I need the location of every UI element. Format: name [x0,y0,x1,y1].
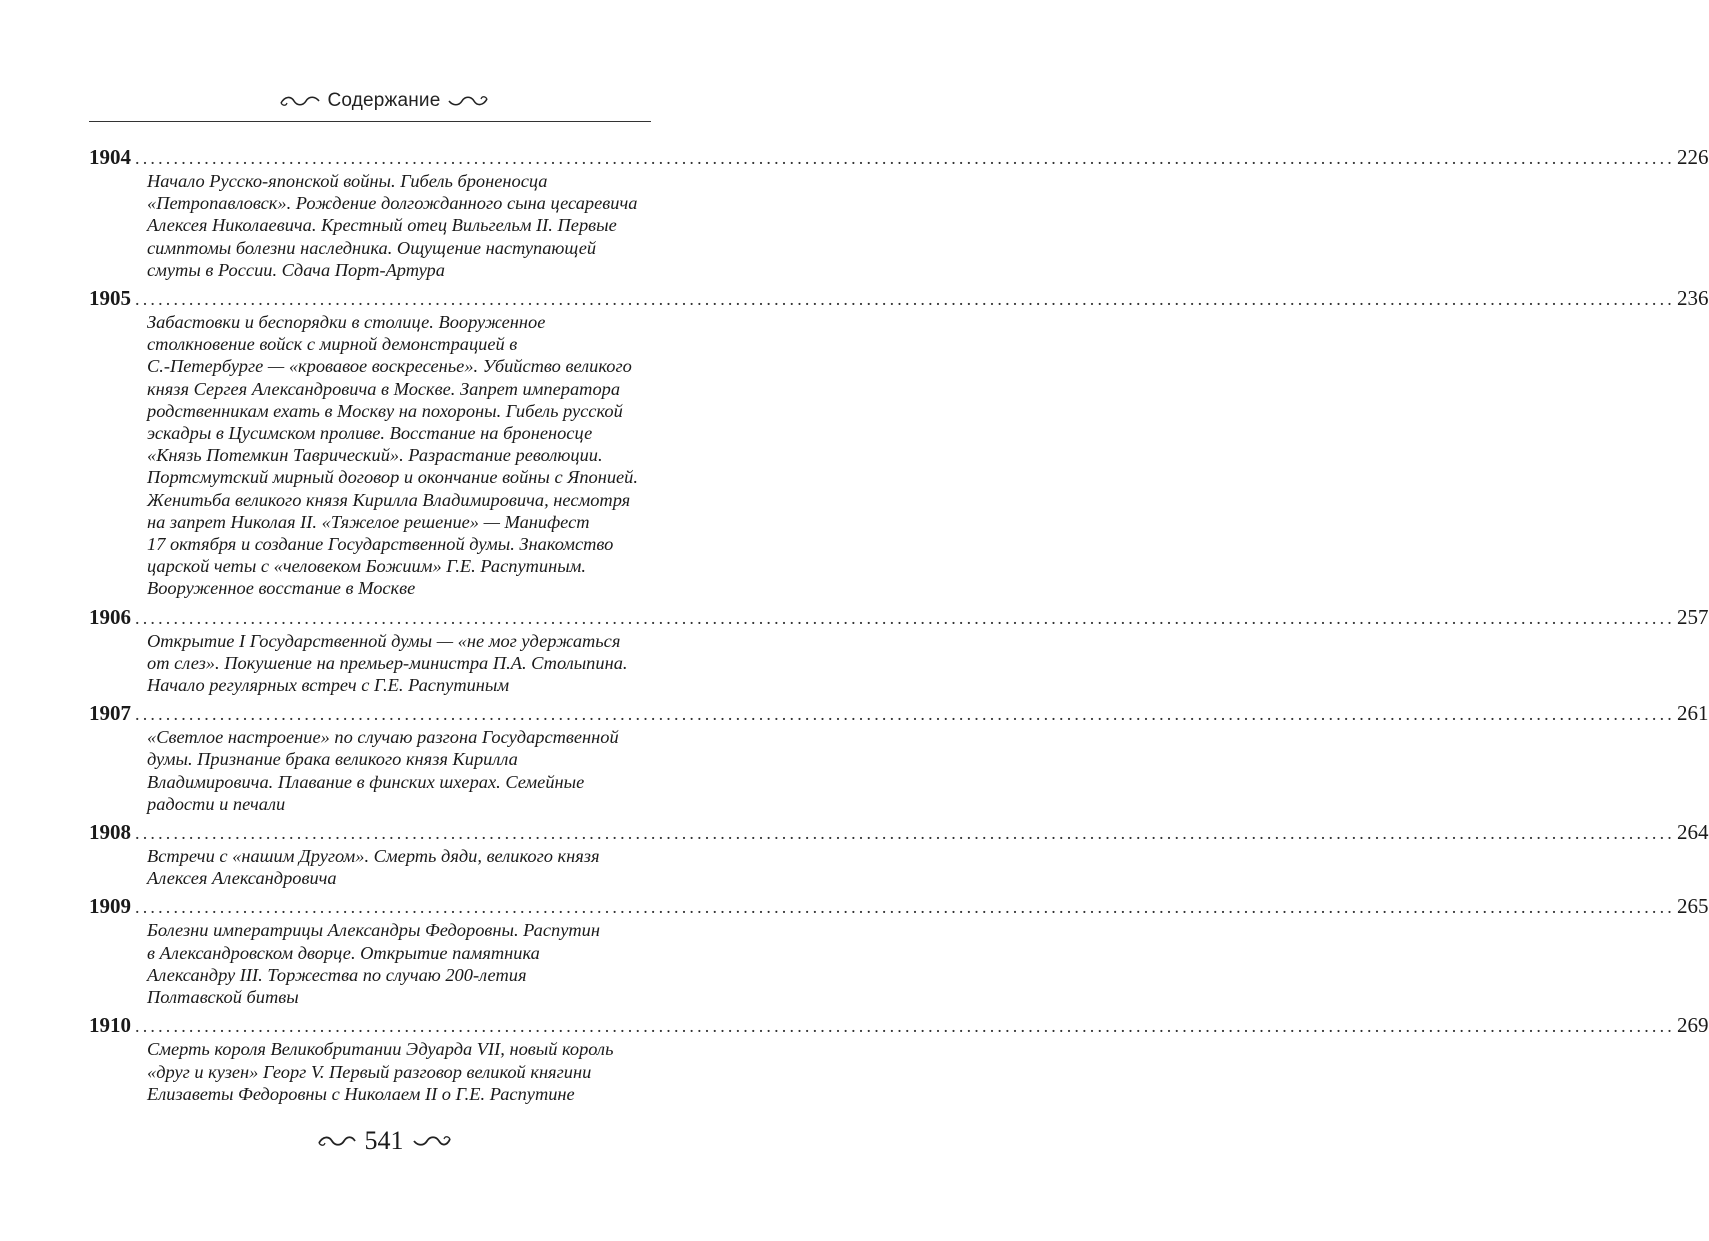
toc-entry [89,604,1709,697]
toc-description [147,630,651,697]
toc-year: 1908 [89,820,131,845]
toc-year: 1905 [89,286,131,311]
toc-description-line: Болезни императрицы Александры Федоровны. Распутин [147,920,600,941]
dot-leader: ........................................................................................................................................................................................................ [135,607,1675,628]
toc-page-number: 265 [1677,894,1709,919]
right-swash-ornament-icon [447,94,489,108]
left-swash-ornament-icon [279,94,321,108]
page-folio [0,1124,768,1158]
toc-entry-heading [89,893,1709,919]
toc-description [147,845,651,889]
toc-page-number: 264 [1677,820,1709,845]
toc-description-line: Открытие I Государственной думы — «не мог удержаться [147,630,621,651]
toc-description-line: князя Сергея Александровича в Москве. Запрет императора [147,378,621,399]
toc-description-line: эскадры в Цусимском проливе. Восстание на броненосце [147,423,593,444]
toc-entry [89,700,1709,815]
toc-description-line: в Александровском дворце. Открытие памятника [147,942,540,963]
toc-page-number: 269 [1677,1013,1709,1038]
page-number: 541 [364,1126,404,1155]
toc-description-line: «Князь Потемкин Таврический». Разрастание революции. [147,445,603,466]
toc-entry-heading [89,819,1709,845]
dot-leader: ........................................................................................................................................................................................................ [135,1016,1675,1037]
header-rule [89,121,651,122]
toc-entry-heading [89,285,1709,311]
toc-description-line: Полтавской битвы [147,987,299,1008]
toc-year: 1906 [89,604,131,629]
right-folio-swash-icon [412,1134,452,1148]
toc-description-line: 17 октября и создание Государственной думы. Знакомство [147,534,614,555]
dot-leader: ........................................................................................................................................................................................................ [135,704,1675,725]
toc-description-line: С.-Петербурге — «кровавое воскресенье». Убийство великого [147,356,632,377]
toc-description-line: столкновение войск с мирной демонстрацией в [147,334,518,355]
toc-entry [89,1012,1709,1105]
toc-year: 1907 [89,701,131,726]
dot-leader: ........................................................................................................................................................................................................ [135,897,1675,918]
toc-entry [89,819,1709,889]
running-head [0,88,768,114]
toc-description-line: Встречи с «нашим Другом». Смерть дяди, великого князя [147,846,600,867]
toc-description-line: Начало регулярных встреч с Г.Е. Распутиным [147,675,510,696]
dot-leader: ........................................................................................................................................................................................................ [135,823,1675,844]
toc-description-line: Смерть короля Великобритании Эдуарда VII, новый король [147,1039,614,1060]
toc-description-line: Женитьба великого князя Кирилла Владимировича, несмотря [147,489,631,510]
table-of-contents [89,144,1709,1109]
toc-description-line: от слез». Покушение на премьер-министра П.А. Столыпина. [147,652,628,673]
toc-entry [89,144,1709,281]
toc-description-line: «Светлое настроение» по случаю разгона Государственной [147,727,619,748]
toc-description-line: Александру III. Торжества по случаю 200-летия [147,964,527,985]
toc-description-line: «Петропавловск». Рождение долгожданного сына цесаревича [147,193,638,214]
toc-page-number: 236 [1677,286,1709,311]
toc-entry [89,893,1709,1008]
toc-description [147,726,651,815]
toc-description-line: Елизаветы Федоровны с Николаем II о Г.Е. Распутине [147,1083,575,1104]
toc-description-line: царской четы с «человеком Божиим» Г.Е. Распутиным. [147,556,586,577]
toc-description-line: «друг и кузен» Георг V. Первый разговор великой княгини [147,1061,592,1082]
toc-description-line: Портсмутский мирный договор и окончание войны с Японией. [147,467,638,488]
toc-description-line: Алексея Николаевича. Крестный отец Вильгельм II. Первые [147,215,617,236]
toc-page-number: 226 [1677,145,1709,169]
toc-description-line: родственникам ехать в Москву на похороны. Гибель русской [147,400,623,421]
toc-description [147,1038,651,1105]
toc-description [147,311,651,600]
dot-leader: ........................................................................................................................................................................................................ [135,148,1675,168]
toc-description-line: думы. Признание брака великого князя Кирилла [147,749,518,770]
toc-description-line: Вооруженное восстание в Москве [147,578,416,599]
toc-description-line: радости и печали [147,793,286,814]
toc-entry [89,285,1709,600]
toc-description-line: Алексея Александровича [147,868,337,889]
toc-description [147,170,651,281]
dot-leader: ........................................................................................................................................................................................................ [135,289,1675,310]
toc-year: 1910 [89,1013,131,1038]
toc-description-line: Владимировича. Плавание в финских шхерах. Семейные [147,771,585,792]
toc-description-line: смуты в России. Сдача Порт-Артура [147,259,445,280]
toc-year: 1904 [89,145,131,169]
toc-entry-heading [89,700,1709,726]
toc-description-line: симптомы болезни наследника. Ощущение наступающей [147,237,597,258]
toc-entry-heading [89,144,1709,170]
toc-description [147,919,651,1008]
running-head-title: Содержание [327,90,441,111]
toc-entry-heading [89,1012,1709,1038]
toc-entry-heading [89,604,1709,630]
toc-description-line: Забастовки и беспорядки в столице. Вооруженное [147,312,546,333]
toc-description-line: Начало Русско-японской войны. Гибель броненосца [147,171,548,191]
toc-page-number: 261 [1677,701,1709,726]
toc-page-number: 257 [1677,604,1709,629]
left-folio-swash-icon [317,1134,357,1148]
toc-description-line: на запрет Николая II. «Тяжелое решение» — Манифест [147,511,590,532]
toc-year: 1909 [89,894,131,919]
